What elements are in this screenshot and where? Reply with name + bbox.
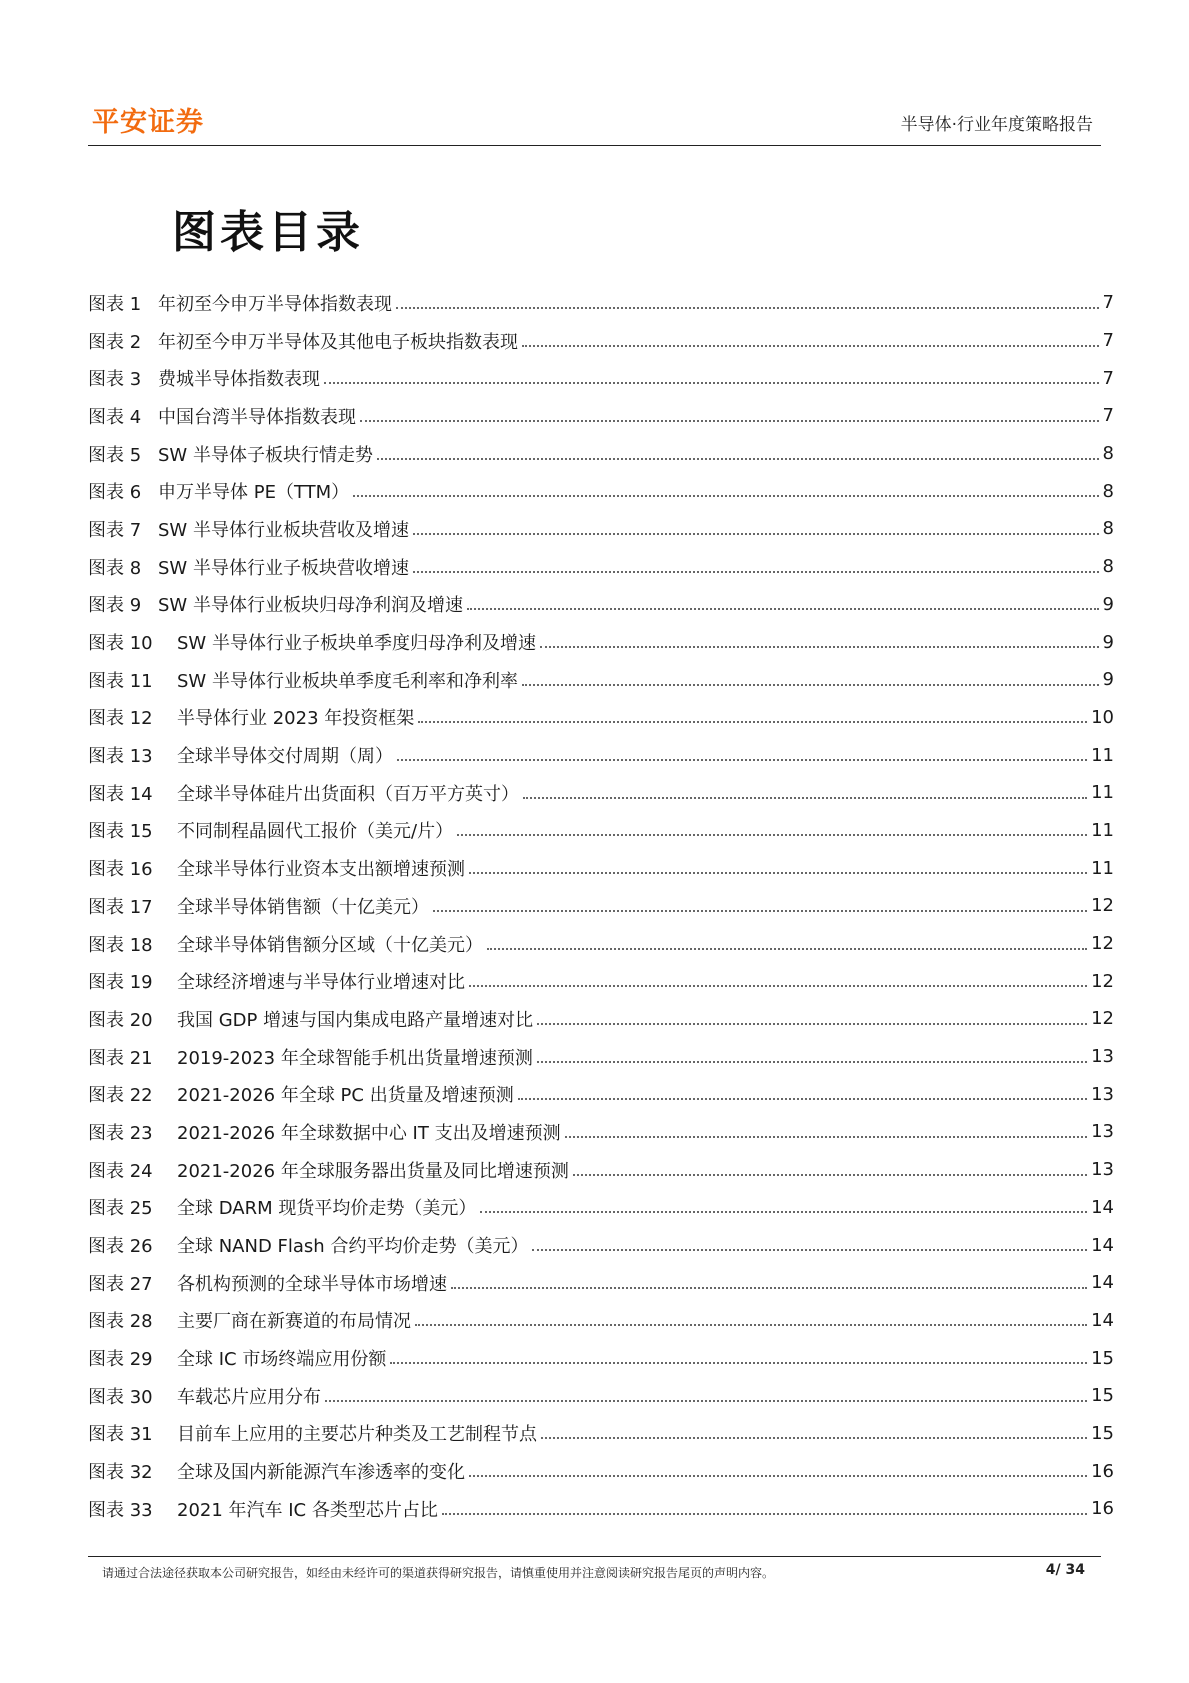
toc-entry-title: 年初至今申万半导体及其他电子板块指数表现: [158, 331, 518, 353]
toc-entry-label: 图表 1: [88, 293, 142, 315]
toc-entry[interactable]: [88, 849, 1114, 887]
toc-leader-dots: [451, 1287, 1087, 1289]
toc-leader-dots: [487, 948, 1087, 950]
toc-leader-dots: [469, 872, 1087, 874]
toc-entry[interactable]: [88, 1151, 1114, 1189]
toc-leader-dots: [467, 608, 1099, 610]
toc-entry-label: 图表 8: [88, 557, 142, 579]
toc-entry-title: SW 半导体行业板块营收及增速: [158, 519, 409, 541]
toc-entry-title: SW 半导体行业子板块单季度归母净利及增速: [177, 633, 536, 655]
toc-entry[interactable]: [88, 925, 1114, 963]
toc-leader-dots: [442, 1513, 1087, 1515]
toc-entry-title: 全球 IC 市场终端应用份额: [177, 1349, 387, 1371]
toc-entry-title: 2021-2026 年全球 PC 出货量及增速预测: [177, 1085, 514, 1107]
toc-entry-page: 11: [1091, 819, 1114, 841]
toc-leader-dots: [537, 1023, 1087, 1025]
toc-leader-dots: [360, 420, 1099, 422]
toc-entry-label: 图表 19: [88, 972, 153, 994]
toc-entry-title: 全球 DARM 现货平均价走势（美元）: [177, 1198, 477, 1220]
toc-entry-label: 图表 17: [88, 896, 153, 918]
toc-entry-title: 费城半导体指数表现: [158, 369, 320, 391]
footer-divider: [88, 1556, 1101, 1557]
toc-entry-title: SW 半导体子板块行情走势: [158, 444, 373, 466]
toc-entry-label: 图表 29: [88, 1349, 153, 1371]
toc-leader-dots: [523, 797, 1087, 799]
toc-entry[interactable]: [88, 812, 1114, 850]
toc-entry-title: 申万半导体 PE（TTM）: [158, 482, 350, 504]
toc-entry-title: 半导体行业 2023 年投资框架: [177, 708, 415, 730]
toc-entry-title: 年初至今申万半导体指数表现: [158, 293, 392, 315]
toc-entry-label: 图表 16: [88, 859, 153, 881]
toc-entry-label: 图表 22: [88, 1085, 153, 1107]
toc-entry-page: 13: [1091, 1046, 1114, 1068]
toc-entry-label: 图表 9: [88, 595, 142, 617]
toc-entry-title: 全球 NAND Flash 合约平均价走势（美元）: [177, 1236, 529, 1258]
toc-entry[interactable]: [88, 284, 1114, 322]
toc-entry-page: 15: [1091, 1385, 1114, 1407]
toc-entry-page: 14: [1091, 1234, 1114, 1256]
table-of-contents: [88, 284, 1114, 1528]
toc-entry-title: 全球半导体行业资本支出额增速预测: [177, 859, 465, 881]
toc-entry-title: 全球半导体销售额（十亿美元）: [177, 896, 429, 918]
toc-entry-title: 全球及国内新能源汽车渗透率的变化: [177, 1462, 465, 1484]
toc-leader-dots: [324, 382, 1099, 384]
brand-logo: 平安证券: [92, 107, 204, 138]
footer-disclaimer: 请通过合法途径获取本公司研究报告，如经由未经许可的渠道获得研究报告，请慎重使用并注意阅读研究报告尾页的声明内容。: [102, 1566, 775, 1580]
toc-leader-dots: [522, 684, 1099, 686]
toc-leader-dots: [522, 345, 1099, 347]
toc-entry-page: 13: [1091, 1083, 1114, 1105]
toc-leader-dots: [397, 759, 1087, 761]
toc-entry-title: 2019-2023 年全球智能手机出货量增速预测: [177, 1047, 533, 1069]
toc-entry-page: 7: [1102, 330, 1114, 352]
toc-entry[interactable]: [88, 1189, 1114, 1227]
toc-entry-page: 11: [1091, 744, 1114, 766]
toc-entry-page: 12: [1091, 933, 1114, 955]
toc-entry-page: 8: [1102, 556, 1114, 578]
toc-entry-label: 图表 25: [88, 1198, 153, 1220]
toc-entry-label: 图表 32: [88, 1462, 153, 1484]
toc-entry-title: 中国台湾半导体指数表现: [158, 406, 356, 428]
toc-entry-label: 图表 21: [88, 1047, 153, 1069]
toc-entry-title: 我国 GDP 增速与国内集成电路产量增速对比: [177, 1009, 534, 1031]
toc-entry-page: 13: [1091, 1121, 1114, 1143]
toc-entry-page: 14: [1091, 1272, 1114, 1294]
toc-entry-title: 全球半导体交付周期（周）: [177, 746, 393, 768]
toc-leader-dots: [325, 1400, 1087, 1402]
toc-entry[interactable]: [88, 1377, 1114, 1415]
toc-entry[interactable]: [88, 1415, 1114, 1453]
toc-entry[interactable]: [88, 1264, 1114, 1302]
toc-entry-title: 2021 年汽车 IC 各类型芯片占比: [177, 1499, 438, 1521]
toc-entry-title: 全球经济增速与半导体行业增速对比: [177, 972, 465, 994]
toc-entry[interactable]: [88, 774, 1114, 812]
toc-entry-page: 15: [1091, 1347, 1114, 1369]
toc-entry-label: 图表 15: [88, 821, 153, 843]
toc-entry[interactable]: [88, 472, 1114, 510]
toc-leader-dots: [353, 495, 1098, 497]
toc-entry-label: 图表 11: [88, 670, 153, 692]
toc-entry-page: 16: [1091, 1460, 1114, 1482]
toc-entry-label: 图表 7: [88, 519, 142, 541]
toc-entry-label: 图表 14: [88, 783, 153, 805]
toc-leader-dots: [418, 721, 1087, 723]
toc-entry-title: 目前车上应用的主要芯片种类及工艺制程节点: [177, 1424, 537, 1446]
toc-entry[interactable]: [88, 322, 1114, 360]
toc-entry-title: SW 半导体行业板块归母净利润及增速: [158, 595, 463, 617]
toc-entry-page: 7: [1102, 405, 1114, 427]
toc-leader-dots: [518, 1098, 1087, 1100]
toc-entry[interactable]: [88, 1075, 1114, 1113]
toc-entry-page: 12: [1091, 970, 1114, 992]
toc-entry-label: 图表 12: [88, 708, 153, 730]
toc-entry[interactable]: [88, 1113, 1114, 1151]
toc-leader-dots: [540, 646, 1099, 648]
toc-leader-dots: [469, 985, 1087, 987]
toc-entry-title: SW 半导体行业板块单季度毛利率和净利率: [177, 670, 518, 692]
toc-entry-label: 图表 2: [88, 331, 142, 353]
toc-entry[interactable]: [88, 962, 1114, 1000]
toc-entry[interactable]: [88, 661, 1114, 699]
toc-entry-label: 图表 6: [88, 482, 142, 504]
toc-entry-page: 11: [1091, 782, 1114, 804]
toc-entry-label: 图表 23: [88, 1122, 153, 1144]
toc-leader-dots: [390, 1362, 1087, 1364]
toc-entry[interactable]: [88, 699, 1114, 737]
toc-entry[interactable]: [88, 623, 1114, 661]
toc-entry-page: 8: [1102, 443, 1114, 465]
toc-entry-title: SW 半导体行业子板块营收增速: [158, 557, 409, 579]
toc-leader-dots: [541, 1437, 1087, 1439]
toc-leader-dots: [469, 1475, 1087, 1477]
page-number: 4/ 34: [1045, 1562, 1085, 1578]
toc-entry-page: 14: [1091, 1196, 1114, 1218]
toc-leader-dots: [565, 1136, 1088, 1138]
toc-entry-title: 全球半导体硅片出货面积（百万平方英寸）: [177, 783, 519, 805]
toc-entry-page: 8: [1102, 518, 1114, 540]
toc-entry[interactable]: [88, 1302, 1114, 1340]
toc-entry[interactable]: [88, 1490, 1114, 1528]
toc-entry-page: 16: [1091, 1498, 1114, 1520]
toc-entry-title: 主要厂商在新赛道的布局情况: [177, 1311, 411, 1333]
toc-entry-label: 图表 28: [88, 1311, 153, 1333]
toc-leader-dots: [413, 571, 1099, 573]
toc-leader-dots: [377, 458, 1099, 460]
toc-entry-label: 图表 33: [88, 1499, 153, 1521]
toc-entry-page: 8: [1102, 480, 1114, 502]
toc-entry-label: 图表 13: [88, 746, 153, 768]
toc-entry-label: 图表 27: [88, 1273, 153, 1295]
toc-leader-dots: [396, 307, 1099, 309]
toc-entry-page: 9: [1102, 631, 1114, 653]
toc-entry-title: 车载芯片应用分布: [177, 1386, 321, 1408]
report-title: 半导体·行业年度策略报告: [900, 115, 1093, 135]
toc-leader-dots: [537, 1061, 1087, 1063]
toc-entry-label: 图表 3: [88, 369, 142, 391]
toc-entry[interactable]: [88, 359, 1114, 397]
toc-entry-label: 图表 26: [88, 1236, 153, 1258]
toc-entry[interactable]: [88, 548, 1114, 586]
toc-entry[interactable]: [88, 1038, 1114, 1076]
toc-entry-page: 15: [1091, 1422, 1114, 1444]
page-title: 图表目录: [172, 207, 364, 258]
toc-leader-dots: [532, 1249, 1087, 1251]
toc-entry[interactable]: [88, 397, 1114, 435]
toc-entry[interactable]: [88, 1000, 1114, 1038]
toc-entry-page: 9: [1102, 593, 1114, 615]
toc-entry[interactable]: [88, 1226, 1114, 1264]
toc-entry[interactable]: [88, 586, 1114, 624]
toc-leader-dots: [457, 834, 1087, 836]
toc-entry-label: 图表 31: [88, 1424, 153, 1446]
toc-entry[interactable]: [88, 1452, 1114, 1490]
toc-entry-page: 7: [1102, 292, 1114, 314]
toc-entry[interactable]: [88, 887, 1114, 925]
toc-entry[interactable]: [88, 736, 1114, 774]
toc-entry-title: 2021-2026 年全球服务器出货量及同比增速预测: [177, 1160, 569, 1182]
toc-entry-page: 7: [1102, 367, 1114, 389]
toc-leader-dots: [573, 1174, 1087, 1176]
header-divider: [88, 145, 1101, 146]
toc-leader-dots: [480, 1211, 1087, 1213]
toc-entry-label: 图表 20: [88, 1009, 153, 1031]
toc-leader-dots: [413, 533, 1099, 535]
toc-entry-label: 图表 30: [88, 1386, 153, 1408]
toc-entry-page: 10: [1091, 706, 1114, 728]
toc-entry-label: 图表 24: [88, 1160, 153, 1182]
toc-entry[interactable]: [88, 435, 1114, 473]
toc-entry-title: 全球半导体销售额分区域（十亿美元）: [177, 934, 483, 956]
toc-entry-title: 2021-2026 年全球数据中心 IT 支出及增速预测: [177, 1122, 561, 1144]
toc-entry-page: 14: [1091, 1309, 1114, 1331]
toc-entry-title: 不同制程晶圆代工报价（美元/片）: [177, 821, 454, 843]
toc-entry-page: 12: [1091, 895, 1114, 917]
toc-entry-page: 12: [1091, 1008, 1114, 1030]
toc-entry[interactable]: [88, 1339, 1114, 1377]
toc-entry-label: 图表 10: [88, 633, 153, 655]
toc-entry-label: 图表 4: [88, 406, 142, 428]
toc-entry-page: 13: [1091, 1159, 1114, 1181]
toc-entry[interactable]: [88, 510, 1114, 548]
toc-entry-page: 11: [1091, 857, 1114, 879]
toc-entry-label: 图表 5: [88, 444, 142, 466]
toc-entry-label: 图表 18: [88, 934, 153, 956]
toc-entry-title: 各机构预测的全球半导体市场增速: [177, 1273, 447, 1295]
toc-leader-dots: [433, 910, 1087, 912]
toc-leader-dots: [415, 1324, 1087, 1326]
toc-entry-page: 9: [1102, 669, 1114, 691]
